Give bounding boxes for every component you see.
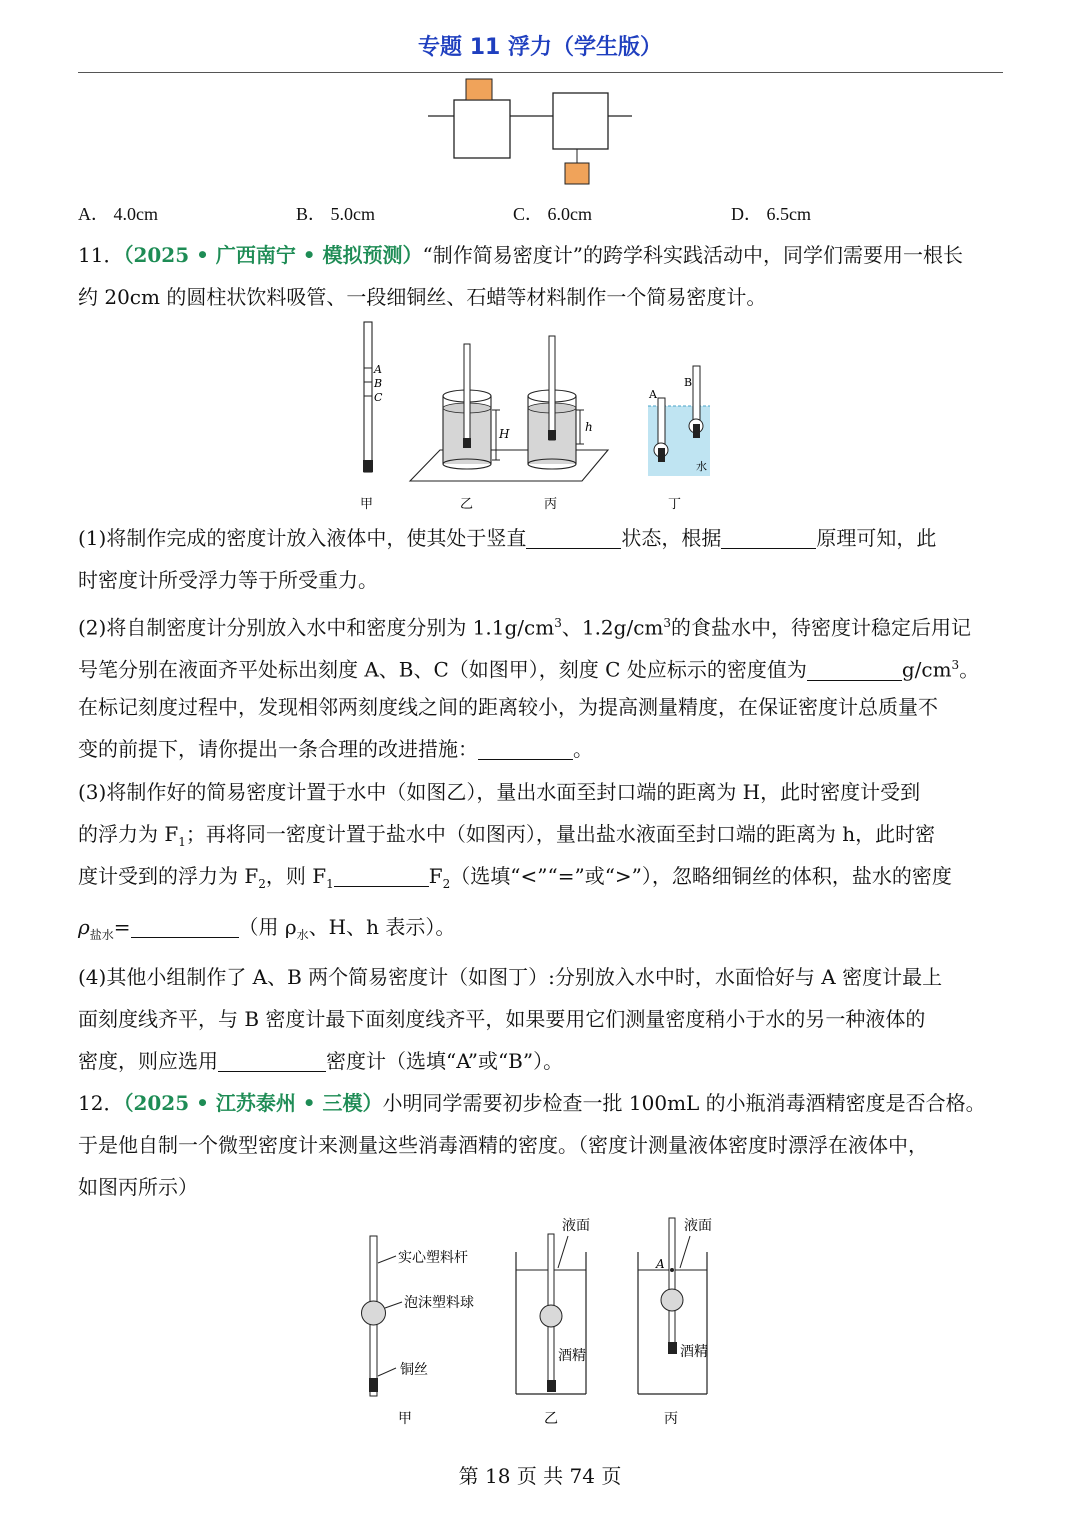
q11-stem-line2: 约 20cm 的圆柱状饮料吸管、一段细铜丝、石蜡等材料制作一个简易密度计。 [78,285,767,309]
q11-part2-line4: 变的前提下，请你提出一条合理的改进措施： 。 [78,737,593,761]
label-ding: 丁 [668,497,682,512]
figure12-jia [362,1236,475,1427]
svg-text:B: B [374,377,383,390]
svg-text:实心塑料杆: 实心塑料杆 [398,1250,468,1266]
svg-text:液面: 液面 [562,1218,590,1234]
q10-figure [420,76,640,188]
figure12-yi [516,1217,590,1427]
q11-part3-line1: (3)将制作好的简易密度计置于水中（如图乙），量出水面至封口端的距离为 H，此时密度计受到 [78,780,921,804]
svg-text:C: C [374,391,383,404]
svg-text:泡沫塑料球: 泡沫塑料球 [404,1295,474,1311]
label-jia: 甲 [360,497,374,512]
figure-yi [443,344,510,512]
q11-part3-line3: 度计受到的浮力为 $F_2$，则 $F_1$ $F_2$（选填“<”“=”或“>”），忽略细铜丝的体积，盐水的密度 [78,864,952,891]
figure12-bing [638,1217,712,1427]
q11-part4-line2: 面刻度线齐平，与 B 密度计最下面刻度线齐平，如果要用它们测量密度稍小于水的另一种液体的 [78,1007,926,1031]
right-block [553,93,608,149]
svg-text:酒精: 酒精 [558,1348,586,1364]
q12-figure [350,1208,750,1438]
svg-text:B: B [684,376,693,389]
left-block [454,100,510,158]
blank-choose-meter[interactable] [218,1049,326,1072]
svg-text:A: A [649,388,657,401]
q12-source: （2025 • 江苏泰州 • 三模） [123,1091,383,1115]
blank-state[interactable] [526,526,621,549]
q12-stem-line1: 12．（2025 • 江苏泰州 • 三模）小明同学需要初步检查一批 100mL 的小瓶消毒酒精密度是否合格。 [78,1091,986,1115]
svg-text:铜丝: 铜丝 [400,1362,428,1378]
blank-improvement[interactable] [478,737,573,760]
svg-text:h: h [585,420,593,434]
q11-number: 11． [78,243,124,267]
figure-bing [528,336,593,512]
q11-figure [350,318,730,518]
svg-text:酒精: 酒精 [680,1344,708,1360]
option-b[interactable]: B． 5.0cm [296,204,376,224]
label12-jia: 甲 [398,1411,412,1427]
header-rule [78,72,1003,73]
svg-text:水: 水 [696,460,707,473]
figure-jia [360,322,383,512]
label12-bing: 丙 [664,1411,678,1427]
page-header-title: 专题 11 浮力（学生版） [418,35,662,60]
blank-principle[interactable] [721,526,816,549]
option-d[interactable]: D． 6.5cm [731,204,811,224]
svg-text:液面: 液面 [684,1218,712,1234]
blank-density-c[interactable] [807,658,902,681]
q12-number: 12． [78,1091,124,1115]
page-footer: 第 18 页 共 74 页 [458,1464,622,1488]
q11-source: （2025 • 广西南宁 • 模拟预测） [123,243,423,267]
q12-stem-line2: 于是他自制一个微型密度计来测量这些消毒酒精的密度。（密度计测量液体密度时漂浮在液体中， [78,1133,928,1157]
svg-text:A: A [374,363,382,376]
q11-part2-line3: 在标记刻度过程中，发现相邻两刻度线之间的距离较小，为提高测量精度，在保证密度计总质量不 [78,695,938,719]
q11-part4-line1: (4)其他小组制作了 A、B 两个简易密度计（如图丁）:分别放入水中时，水面恰好与 A 密度计最上 [78,965,943,989]
option-a[interactable]: A． 4.0cm [78,204,158,224]
q11-part2-line2: 号笔分别在液面齐平处标出刻度 A、B、C（如图甲），刻度 C 处应标示的密度值为 $g/cm^3$。 [78,657,980,682]
q11-part4-line3: 密度，则应选用 密度计（选填“A”或“B”）。 [78,1049,564,1073]
q11-part1-line2: 时密度计所受浮力等于所受重力。 [78,568,378,592]
svg-text:A: A [656,1257,665,1271]
q11-part1-line1: (1)将制作完成的密度计放入液体中，使其处于竖直 状态，根据 原理可知，此 [78,526,937,550]
label-bing: 丙 [544,497,558,512]
option-c[interactable]: C． 6.0cm [513,204,593,224]
q11-part2-line1: (2)将自制密度计分别放入水中和密度分别为 $1.1g/cm^3$、$1.2g/cm^3$的食盐水中，待密度计稳定后用记 [78,615,971,640]
blank-salt-density[interactable] [131,915,239,938]
label12-yi: 乙 [544,1411,558,1427]
left-small-block [466,79,492,100]
svg-text:H: H [499,427,510,441]
blank-compare-f[interactable] [334,864,429,887]
label-yi: 乙 [460,497,474,512]
q11-stem-line1: 11．（2025 • 广西南宁 • 模拟预测）“制作简易密度计”的跨学科实践活动中，同学们需要用一根长 [78,243,963,267]
q11-part3-line4: $\rho_{盐水}=$ （用 $\rho_水$、H、h 表示）。 [78,915,456,942]
right-hanging-block [565,163,589,184]
q12-stem-line3: 如图丙所示） [78,1175,198,1199]
figure-ding [648,366,710,512]
q11-part3-line2: 的浮力为 $F_1$；再将同一密度计置于盐水中（如图丙），量出盐水液面至封口端的距离为 h，此时密 [78,822,936,849]
